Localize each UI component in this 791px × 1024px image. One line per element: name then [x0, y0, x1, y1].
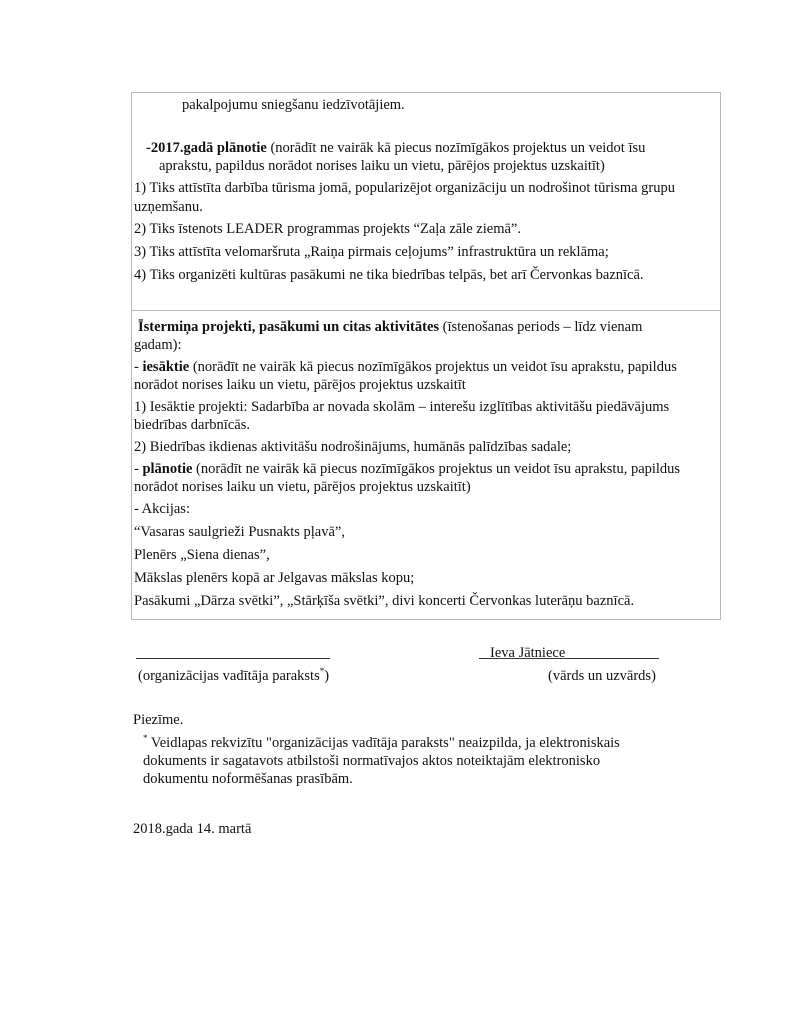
text-line: gadam):	[134, 337, 182, 353]
short-term-heading	[138, 318, 642, 336]
planned-heading-rest: (norādīt ne vairāk kā piecus nozīmīgākos projektus un veidot īsu	[266, 140, 646, 156]
list-item: 1) Tiks attīstīta darbība tūrisma jomā, popularizējot organizāciju un nodrošinot tūrisma grupu	[134, 180, 675, 196]
started-heading-rest: (norādīt ne vairāk kā piecus nozīmīgākos projektus un veidot īsu aprakstu, papildus	[189, 359, 677, 375]
note-line	[143, 734, 620, 752]
text-line: norādot norises laiku un vietu, pārējos projektus uzskaitīt)	[134, 479, 471, 495]
planned-heading	[146, 139, 645, 157]
note-title: Piezīme.	[133, 712, 184, 728]
started-heading-bold: iesāktie	[142, 359, 190, 375]
list-item: 1) Iesāktie projekti: Sadarbība ar novada skolām – interešu izglītības aktivitāšu piedāvājums	[134, 399, 670, 415]
text-line: - Akcijas:	[134, 501, 190, 517]
list-item: 3) Tiks attīstīta velomaršruta „Raiņa pirmais ceļojums” infrastruktūra un reklāma;	[134, 244, 609, 260]
footnote-mark: *	[143, 733, 148, 744]
text-line: norādot norises laiku un vietu, pārējos projektus uzskaitīt	[134, 377, 466, 393]
text-line: aprakstu, papildus norādot norises laiku un vietu, pārējos projektus uzskaitīt)	[159, 158, 605, 174]
text-line: pakalpojumu sniegšanu iedzīvotājiem.	[182, 97, 405, 113]
list-item: 4) Tiks organizēti kultūras pasākumi ne tika biedrības telpās, bet arī Červonkas baznīcā.	[134, 267, 644, 283]
section-planned-2017	[131, 92, 721, 311]
list-item: Plenērs „Siena dienas”,	[134, 547, 270, 563]
list-item: Mākslas plenērs kopā ar Jelgavas mākslas kopu;	[134, 570, 415, 586]
document-date: 2018.gada 14. martā	[133, 821, 252, 837]
list-item: uzņemšanu.	[134, 199, 203, 215]
note-line: dokuments ir sagatavots atbilstoši normatīvajos aktos noteiktajām elektronisko	[143, 753, 601, 769]
short-term-heading-bold: Īstermiņa projekti, pasākumi un citas aktivitātes	[138, 319, 440, 335]
list-item: biedrības darbnīcās.	[134, 417, 250, 433]
note-text: Veidlapas rekvizītu "organizācijas vadītāja paraksts" neaizpilda, ja elektroniskais	[147, 735, 620, 751]
section-short-term	[131, 310, 721, 620]
note-line: dokumentu noformēšanas prasībām.	[143, 771, 353, 787]
planned-subheading-rest: (norādīt ne vairāk kā piecus nozīmīgākos projektus un veidot īsu aprakstu, papildus	[192, 461, 681, 477]
name-label: (vārds un uzvārds)	[548, 668, 656, 684]
signer-name: Ieva Jātniece	[490, 645, 566, 661]
signature-label-close: )	[324, 668, 330, 684]
signature-label-text: (organizācijas vadītāja paraksts	[138, 668, 320, 684]
planned-subheading	[134, 460, 680, 478]
dash: -	[134, 359, 143, 375]
short-term-heading-rest: (īstenošanas periods – līdz vienam	[439, 319, 643, 335]
name-line	[479, 658, 659, 659]
planned-heading-bold: -2017.gadā plānotie	[146, 140, 267, 156]
list-item: 2) Biedrības ikdienas aktivitāšu nodrošinājums, humānās palīdzības sadale;	[134, 439, 572, 455]
planned-subheading-bold: plānotie	[142, 461, 193, 477]
footnote-mark: *	[319, 666, 325, 677]
signature-line	[136, 658, 330, 659]
started-heading	[134, 358, 677, 376]
list-item: Pasākumi „Dārza svētki”, „Stārķīša svētki”, divi koncerti Červonkas luterāņu baznīcā.	[134, 593, 635, 609]
signature-label	[138, 667, 329, 685]
list-item: 2) Tiks īstenots LEADER programmas projekts “Zaļa zāle ziemā”.	[134, 221, 521, 237]
dash: -	[134, 461, 143, 477]
list-item: “Vasaras saulgrieži Pusnakts pļavā”,	[134, 524, 345, 540]
